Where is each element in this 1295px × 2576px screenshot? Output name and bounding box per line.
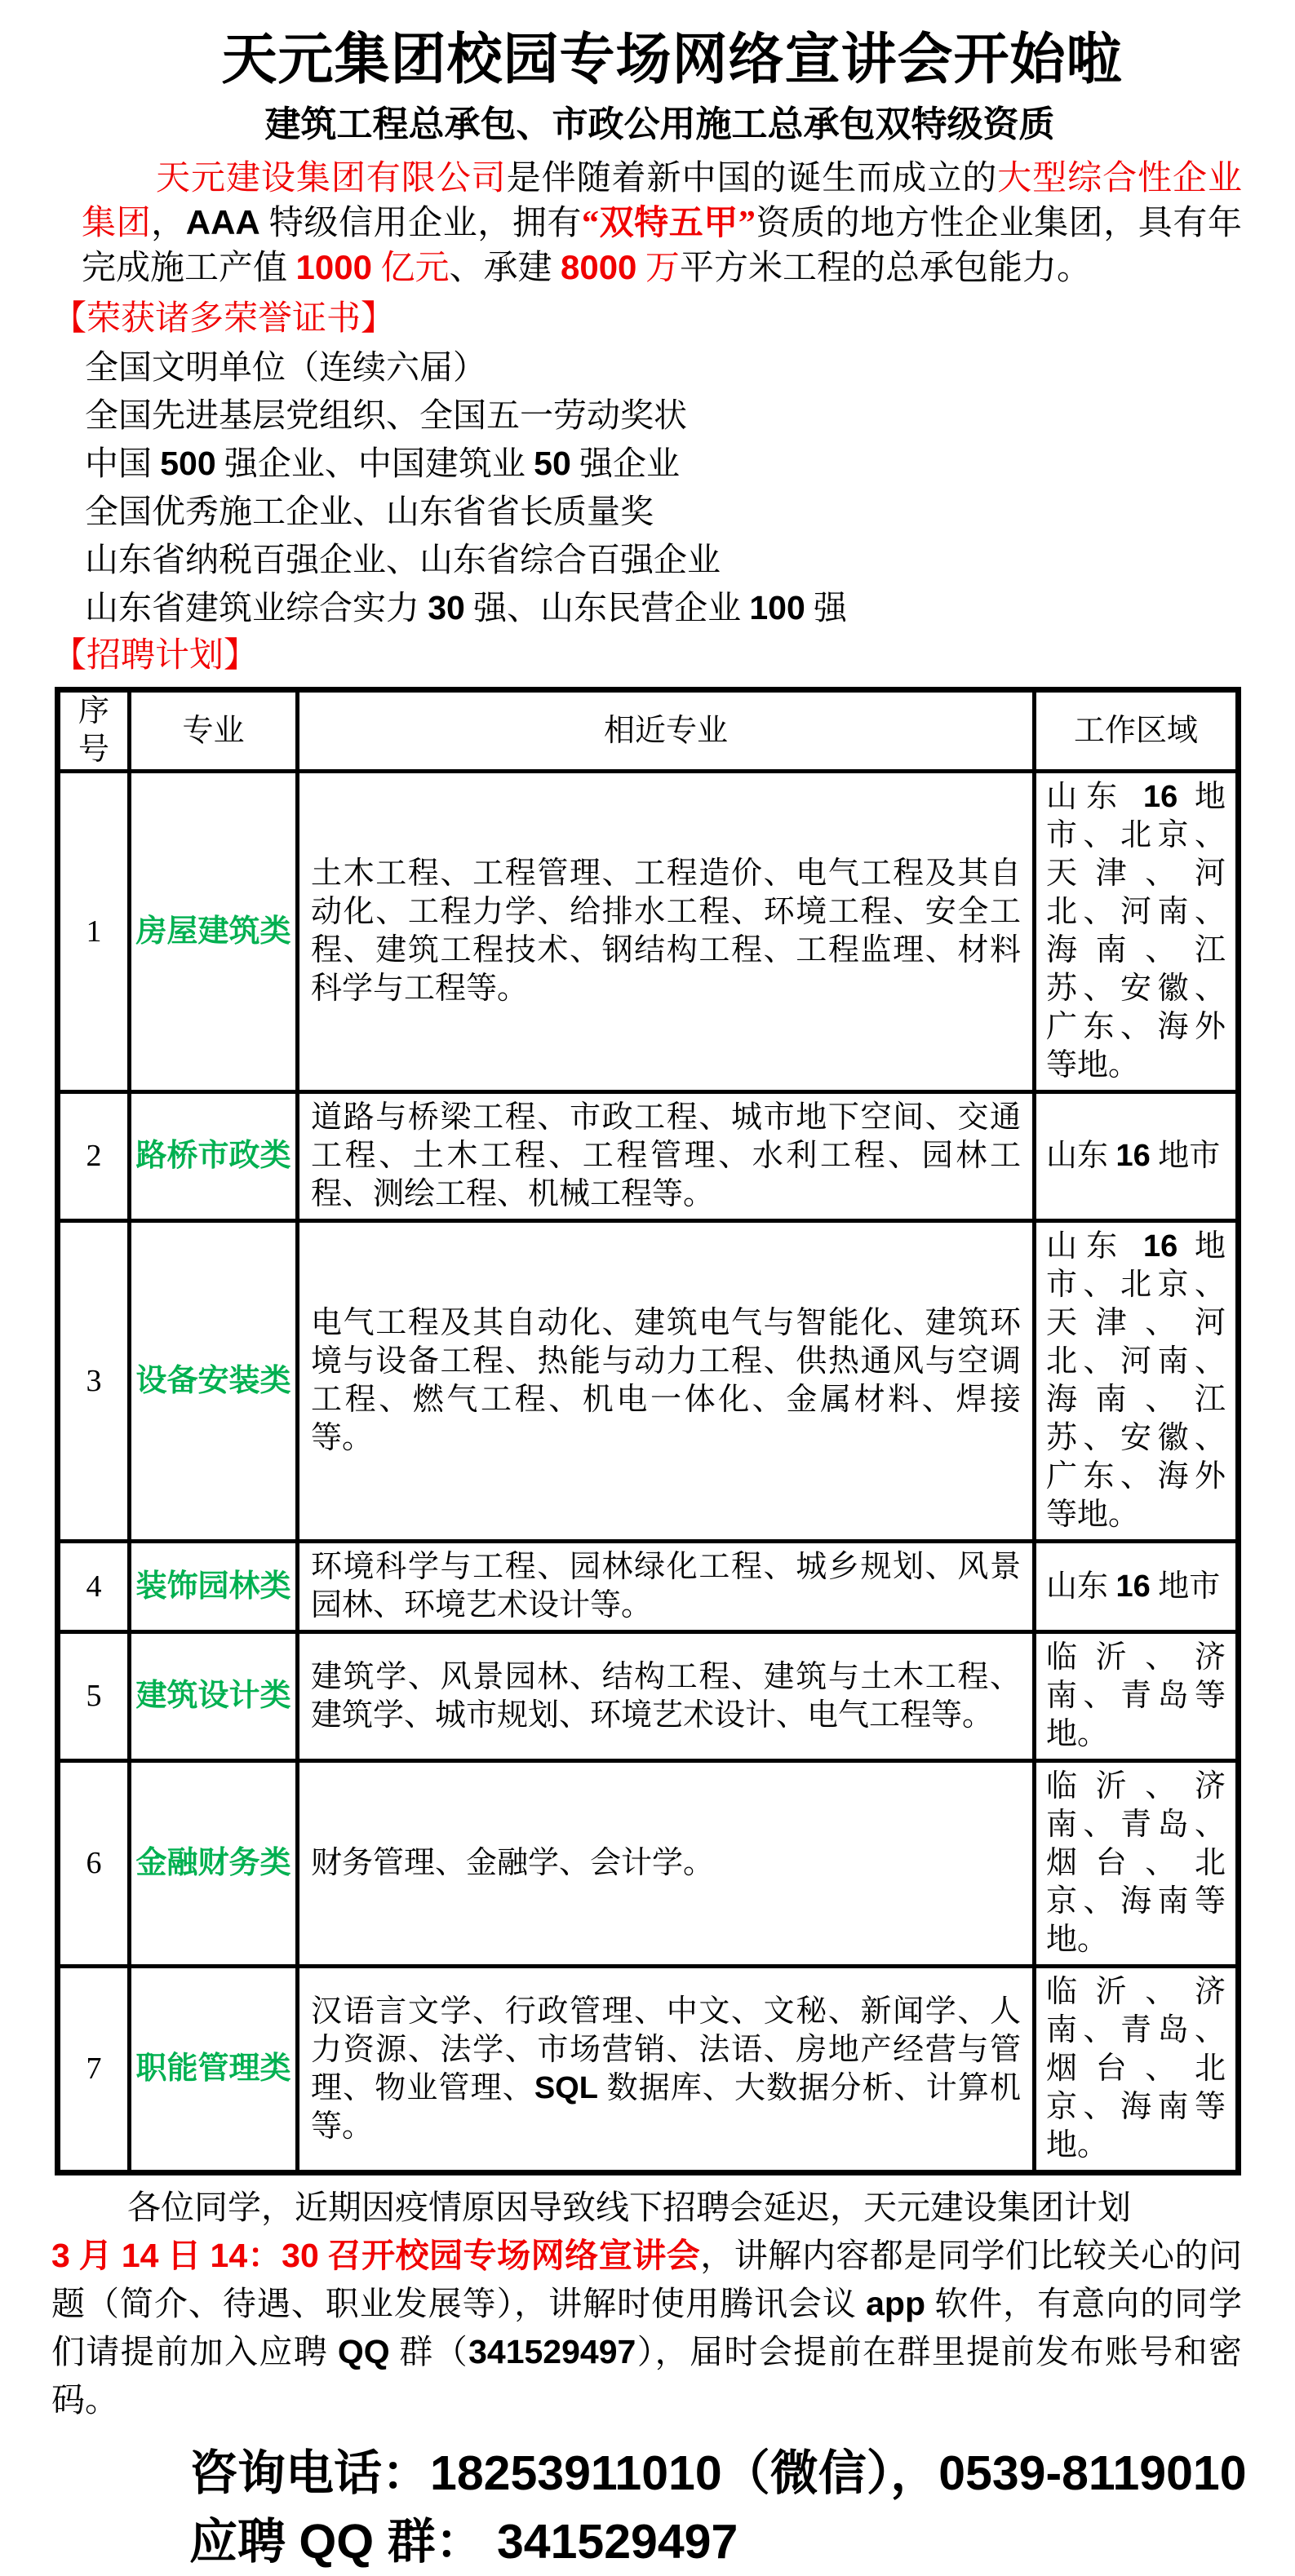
text-run: 建筑学、风景园林、结构工程、建筑与土木工程、建筑学、城市规划、环境艺术设计、电气工程等。 [311, 1659, 1021, 1733]
text-run: 地市 [1150, 1569, 1221, 1604]
cell-index: 1 [58, 772, 130, 1092]
cell-work-region [1035, 1542, 1239, 1632]
text-run: 500 [160, 445, 216, 483]
cell-related-majors [298, 1542, 1035, 1632]
text-run: 强、山东民营企业 [464, 589, 750, 627]
text-run: 全国先进基层党组织、全国五一劳动奖状 [85, 396, 687, 435]
text-run: 道路与桥梁工程、市政工程、城市地下空间、交通工程、土木工程、工程管理、水利工程、园林工程、测绘工程、机械工程等。 [311, 1100, 1021, 1212]
text-run: 16 [1115, 1569, 1151, 1604]
closing-paragraph-2 [51, 2232, 1242, 2424]
text-run: app [866, 2285, 925, 2323]
text-run: 土木工程、工程管理、工程造价、电气工程及其自动化、工程力学、给排水工程、环境工程、安全工程、建筑工程技术、钢结构工程、工程监理、材料科学与工程等。 [311, 856, 1021, 1007]
text-run: 全国文明单位（连续六届） [85, 348, 486, 387]
text-run: 万 [636, 250, 680, 288]
text-run: QQ [337, 2333, 390, 2371]
text-run: 临沂、济南、青岛等地。 [1046, 1640, 1226, 1752]
table-row [58, 1221, 1239, 1542]
text-run: 30 [428, 589, 465, 627]
text-run: 数据库、大数据分析、计算机等。 [311, 2070, 1021, 2144]
recruit-table-body [58, 772, 1239, 2173]
text-run: 电气工程及其自动化、建筑电气与智能化、建筑环境与设备工程、热能与动力工程、供热通风与空调工程、燃气工程、机电一体化、金属材料、焊接等。 [311, 1306, 1021, 1456]
cell-related-majors [298, 1967, 1035, 2173]
cell-work-region [1035, 1092, 1239, 1221]
text-run: 强 [805, 589, 848, 627]
text-run: 群（ [389, 2333, 469, 2371]
cell-major: 装饰园林类 [130, 1542, 298, 1632]
honors-heading: 【荣获诸多荣誉证书】 [52, 300, 396, 339]
recruit-plan-heading: 【招聘计划】 [52, 637, 259, 675]
honor-item [85, 488, 1242, 536]
cell-related-majors [298, 772, 1035, 1092]
text-run: 1000 [295, 248, 372, 287]
table-row [58, 1632, 1239, 1761]
text-run: 是伴随着新中国的诞生而成立的 [506, 160, 998, 198]
cell-work-region [1035, 1221, 1239, 1542]
text-run: 山东 [1046, 780, 1144, 815]
table-row [58, 1761, 1239, 1967]
text-run: 财务管理、金融学、会计学。 [311, 1846, 715, 1881]
text-run: 地市、北京、天津、河北、河南、海南、江苏、安徽、广东、海外等地。 [1046, 1229, 1226, 1533]
contact-phone-line: 咨询电话：18253911010（微信），0539-8119010 [189, 2446, 1247, 2501]
text-run: 月 [69, 2237, 122, 2275]
text-run: 14 [121, 2237, 159, 2275]
text-run: 日 [158, 2237, 211, 2275]
text-run: 山东 [1046, 1139, 1116, 1174]
text-run: 地市 [1150, 1139, 1221, 1174]
cell-index: 5 [58, 1632, 130, 1761]
text-run: 、承建 [449, 250, 561, 288]
honors-section [0, 295, 1242, 680]
contact-qq-line: 应聘 QQ 群： 341529497 [189, 2515, 738, 2569]
cell-related-majors [298, 1632, 1035, 1761]
text-run: 16 [1143, 780, 1178, 815]
cell-related-majors [298, 1761, 1035, 1967]
cell-work-region [1035, 1632, 1239, 1761]
text-run: ， [151, 205, 186, 243]
honors-list [0, 343, 1242, 632]
text-run: 山东省建筑业综合实力 [85, 589, 428, 627]
text-run: 临沂、济南、青岛、烟台、北京、海南等地。 [1046, 1975, 1226, 2163]
column-header-work-region: 工作区域 [1035, 690, 1239, 772]
cell-work-region [1035, 772, 1239, 1092]
text-run: 平方米工程的总承包能力。 [679, 250, 1091, 288]
text-run: 16 [1115, 1139, 1151, 1174]
cell-major: 房屋建筑类 [130, 772, 298, 1092]
cell-index: 4 [58, 1542, 130, 1632]
text-run: 大型综合性企业集团 [82, 160, 1242, 243]
cell-major: 金融财务类 [130, 1761, 298, 1967]
page-title: 天元集团校园专场网络宣讲会开始啦 [221, 29, 1123, 91]
cell-index: 6 [58, 1761, 130, 1967]
honor-item [85, 584, 1242, 632]
text-run: 环境科学与工程、园林绿化工程、城乡规划、风景园林、环境艺术设计等。 [311, 1550, 1021, 1623]
text-run: 强企业 [570, 445, 681, 483]
text-run: ，讲解内容都是同学们比较关心的问题（简介、待遇、职业发展等），讲解时使用腾讯会议 [51, 2237, 1243, 2323]
column-header-related-majors: 相近专业 [298, 690, 1035, 772]
text-run: 召开校园专场网络宣讲会 [318, 2237, 701, 2275]
cell-related-majors [298, 1221, 1035, 1542]
page-subtitle: 建筑工程总承包、市政公用施工总承包双特级资质 [264, 104, 1055, 144]
text-run: 软件，有意向的同学们请提前加入应聘 [51, 2285, 1243, 2371]
text-run: 50 [534, 445, 571, 483]
honor-item [85, 343, 1242, 392]
honor-item [85, 440, 1242, 488]
table-row [58, 772, 1239, 1092]
table-row [58, 1967, 1239, 2173]
text-run: 8000 [560, 248, 637, 287]
text-run: AAA [185, 203, 260, 242]
text-run: 资质的地方性企业集团，具有年完成施工产值 [82, 205, 1242, 288]
closing-paragraph-1: 各位同学，近期因疫情原因导致线下招聘会延迟，天元建设集团计划 [127, 2189, 1131, 2227]
table-row [58, 1542, 1239, 1632]
cell-work-region [1035, 1761, 1239, 1967]
text-run: 3 [51, 2237, 70, 2275]
cell-major: 职能管理类 [130, 1967, 298, 2173]
cell-major: 路桥市政类 [130, 1092, 298, 1221]
table-row [58, 1092, 1239, 1221]
text-run: 天元建设集团有限公司 [156, 160, 507, 198]
cell-index: 7 [58, 1967, 130, 2173]
text-run: 山东 [1046, 1569, 1116, 1604]
text-run: 特级信用企业，拥有 [259, 205, 582, 243]
text-run: 临沂、济南、青岛、烟台、北京、海南等地。 [1046, 1769, 1226, 1958]
cell-related-majors [298, 1092, 1035, 1221]
text-run: 地市、北京、天津、河北、河南、海南、江苏、安徽、广东、海外等地。 [1046, 780, 1226, 1083]
honor-item [85, 536, 1242, 584]
column-header-major: 专业 [130, 690, 298, 772]
text-run: “双特五甲” [582, 205, 756, 243]
text-run: 全国优秀施工企业、山东省省长质量奖 [85, 493, 654, 531]
recruit-plan-table [55, 687, 1241, 2175]
text-run: 341529497 [468, 2333, 636, 2371]
text-run: 16 [1143, 1229, 1178, 1264]
text-run: SQL [534, 2070, 598, 2105]
text-run: 100 [749, 589, 805, 627]
cell-major: 建筑设计类 [130, 1632, 298, 1761]
text-run: ），届时会提前在群里提前发布账号和密码。 [51, 2333, 1243, 2419]
table-header-row [58, 690, 1239, 772]
cell-major: 设备安装类 [130, 1221, 298, 1542]
text-run: 汉语言文学、行政管理、中文、文秘、新闻学、人力资源、法学、市场营销、法语、房地产经营与管理、物业管理、 [311, 1994, 1021, 2105]
cell-index: 2 [58, 1092, 130, 1221]
text-run: 山东 [1046, 1229, 1144, 1264]
contact-section [189, 2439, 1295, 2576]
honor-item [85, 392, 1242, 440]
text-run: 强企业、中国建筑业 [215, 445, 534, 483]
text-run: 亿元 [371, 250, 450, 288]
text-run: 中国 [85, 445, 161, 483]
cell-index: 3 [58, 1221, 130, 1542]
column-header-index: 序号 [58, 690, 130, 772]
intro-paragraph [82, 157, 1242, 290]
text-run: 山东省纳税百强企业、山东省综合百强企业 [85, 541, 721, 579]
cell-work-region [1035, 1967, 1239, 2173]
text-run: 14：30 [210, 2237, 319, 2275]
